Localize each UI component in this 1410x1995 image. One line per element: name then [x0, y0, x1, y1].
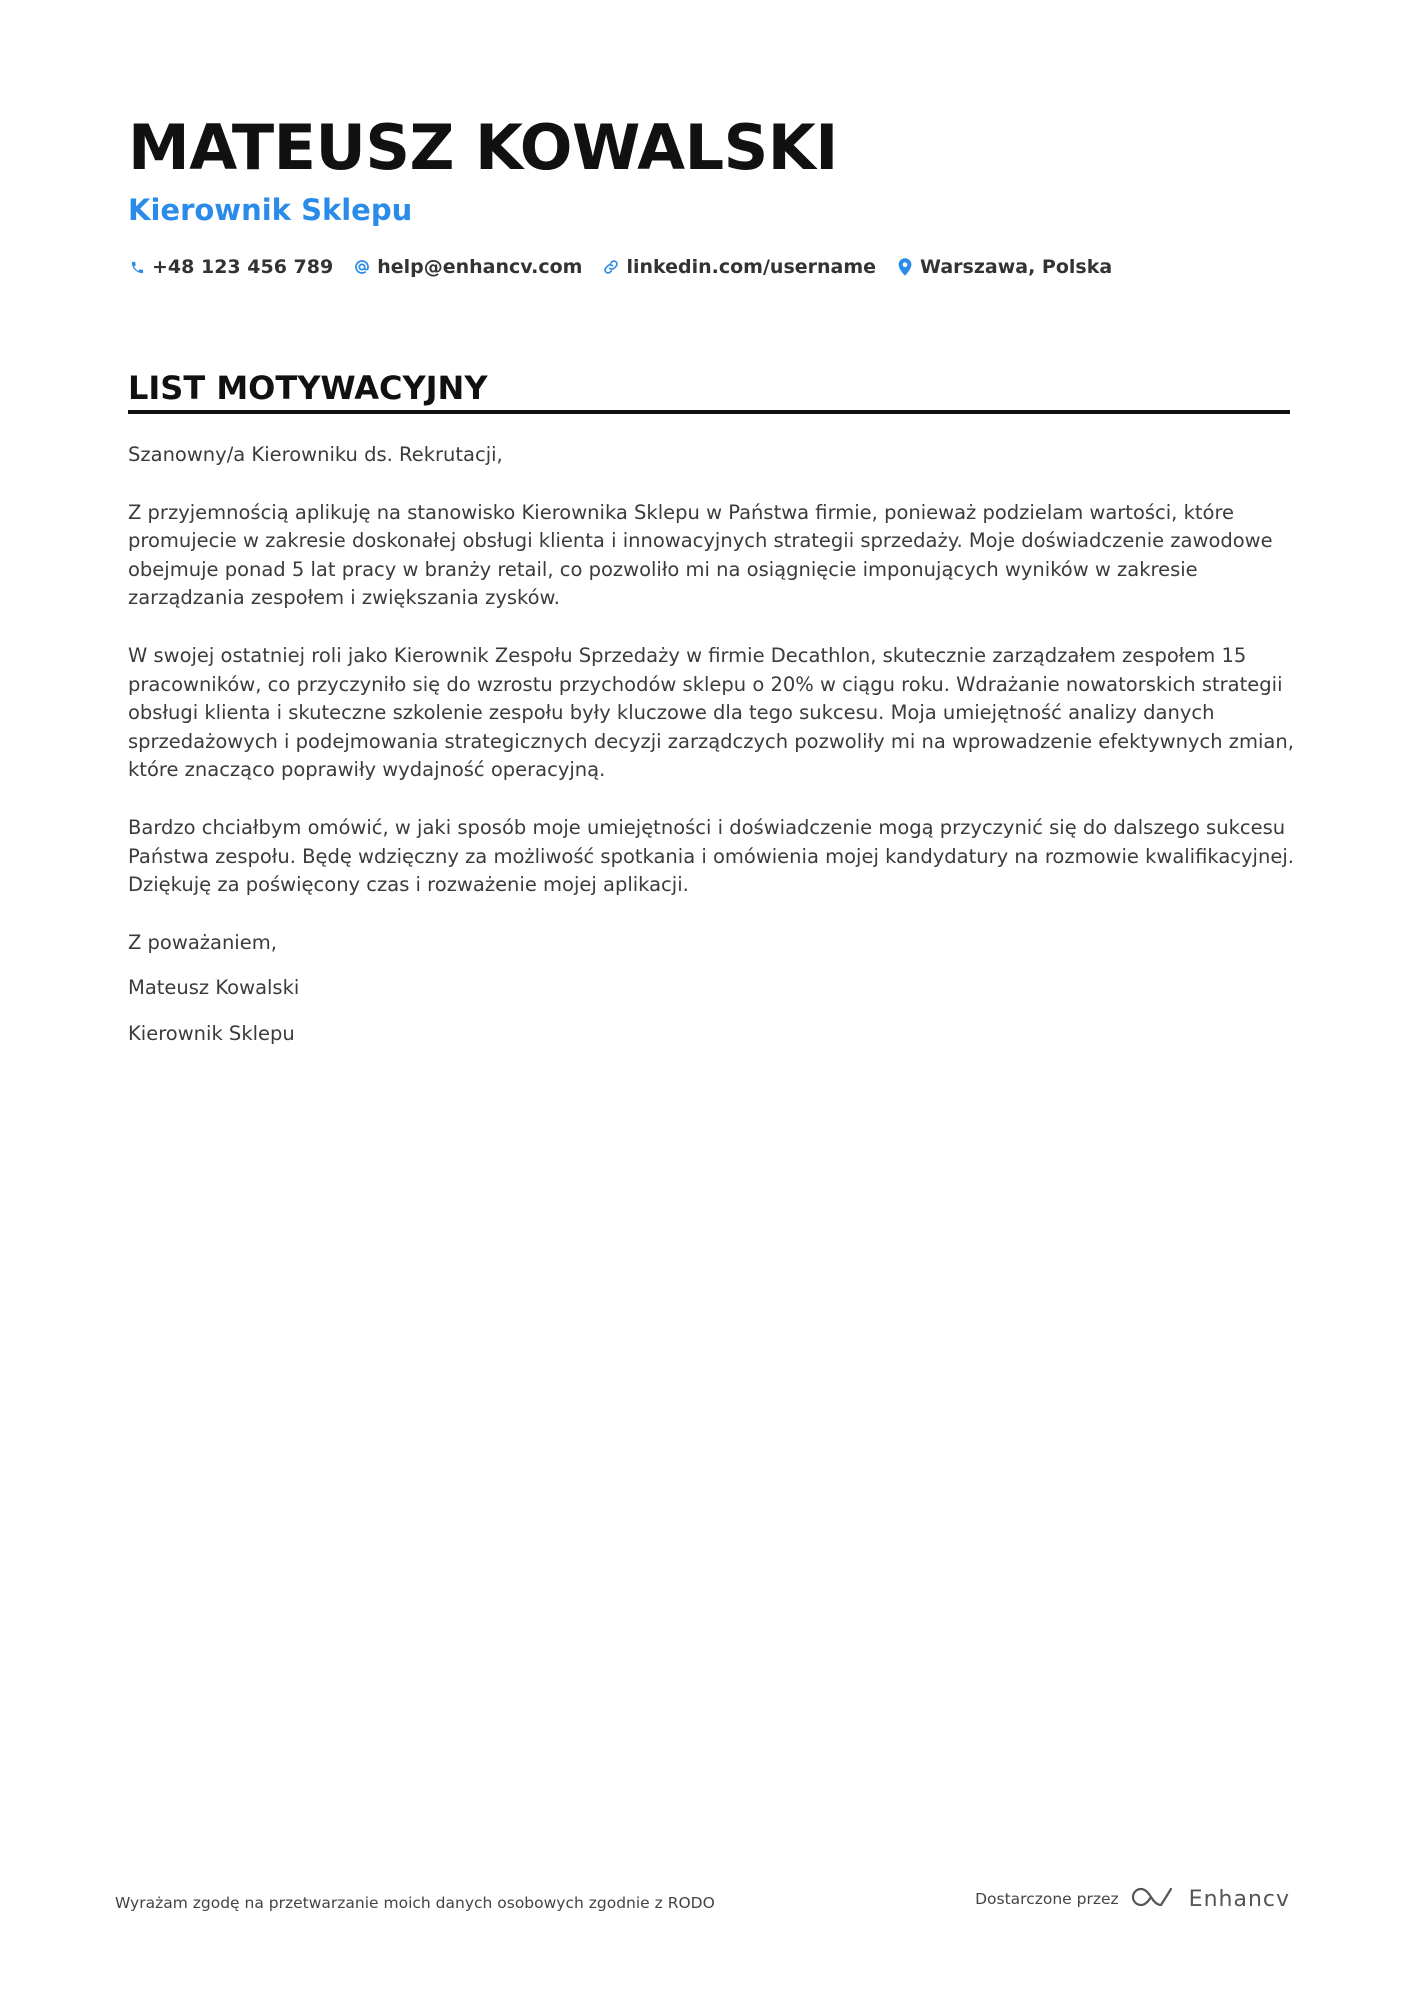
letter-paragraph: Bardzo chciałbym omówić, w jaki sposób moje umiejętności i doświadczenie mogą przyczynić się do dalszego sukcesu Państwa zespołu. Będę wdzięczny za możliwość spotkania i omówienia mojej kandydatury na rozmowie kwalifikacyjnej. Dziękuję za poświęcony czas i rozważenie mojej aplikacji. [128, 815, 1294, 897]
powered-by[interactable] [975, 1885, 1290, 1913]
signature-title: Kierownik Sklepu [128, 1021, 295, 1045]
letter-greeting: Szanowny/a Kierowniku ds. Rekrutacji, [128, 443, 503, 466]
contact-email-text: help@enhancv.com [377, 256, 583, 278]
contact-phone[interactable] [128, 252, 333, 282]
powered-by-label: Dostarczone przez [975, 1890, 1119, 1908]
contact-linkedin-text: linkedin.com/username [626, 256, 877, 278]
letter-closing: Z poważaniem, [128, 930, 277, 954]
contact-location-text: Warszawa, Polska [920, 256, 1113, 278]
contact-location [896, 252, 1112, 282]
letter-body [128, 441, 1303, 1066]
candidate-role: Kierownik Sklepu [128, 193, 413, 227]
section-title: LIST MOTYWACYJNY [128, 369, 488, 407]
contact-linkedin[interactable] [602, 252, 876, 282]
letter-paragraph: Z przyjemnością aplikuję na stanowisko Kierownika Sklepu w Państwa firmie, ponieważ podzielam wartości, które promujecie w zakresie doskonałej obsługi klienta i innowacyjnych strategii sprzedaży. Moje doświadczenie zawodowe obejmuje ponad 5 lat pracy w branży retail, co pozwoliło mi na osiągnięcie imponujących wyników w zakresie zarządzania zespołem i zwiększania zysków. [128, 500, 1273, 610]
at-icon [353, 257, 371, 277]
letter-paragraph: W swojej ostatniej roli jako Kierownik Zespołu Sprzedaży w firmie Decathlon, skutecznie zarządzałem zespołem 15 pracowników, co przyczyniło się do wzrostu przychodów sklepu o 20% w ciągu roku. Wdrażanie nowatorskich strategii obsługi klienta i skuteczne szkolenie zespołu były kluczowe dla tego sukcesu. Moja umiejętność analizy danych sprzedażowych i podejmowania strategicznych decyzji zarządczych pozwoliły mi na wprowadzenie efektywnych zmian, które znacząco poprawiły wydajność operacyjną. [128, 643, 1294, 782]
section-divider [128, 410, 1290, 414]
location-pin-icon [896, 257, 914, 277]
phone-icon [128, 257, 146, 277]
link-icon [602, 257, 620, 277]
signature-name: Mateusz Kowalski [128, 976, 300, 1000]
contact-email[interactable] [353, 252, 582, 282]
candidate-name: MATEUSZ KOWALSKI [128, 111, 838, 184]
gdpr-consent-text: Wyrażam zgodę na przetwarzanie moich danych osobowych zgodnie z RODO [115, 1894, 715, 1912]
enhancv-logo-icon [1131, 1885, 1177, 1913]
enhancv-logo-text: Enhancv [1188, 1886, 1290, 1912]
contact-phone-text: +48 123 456 789 [152, 256, 334, 278]
contact-bar [128, 252, 1132, 282]
